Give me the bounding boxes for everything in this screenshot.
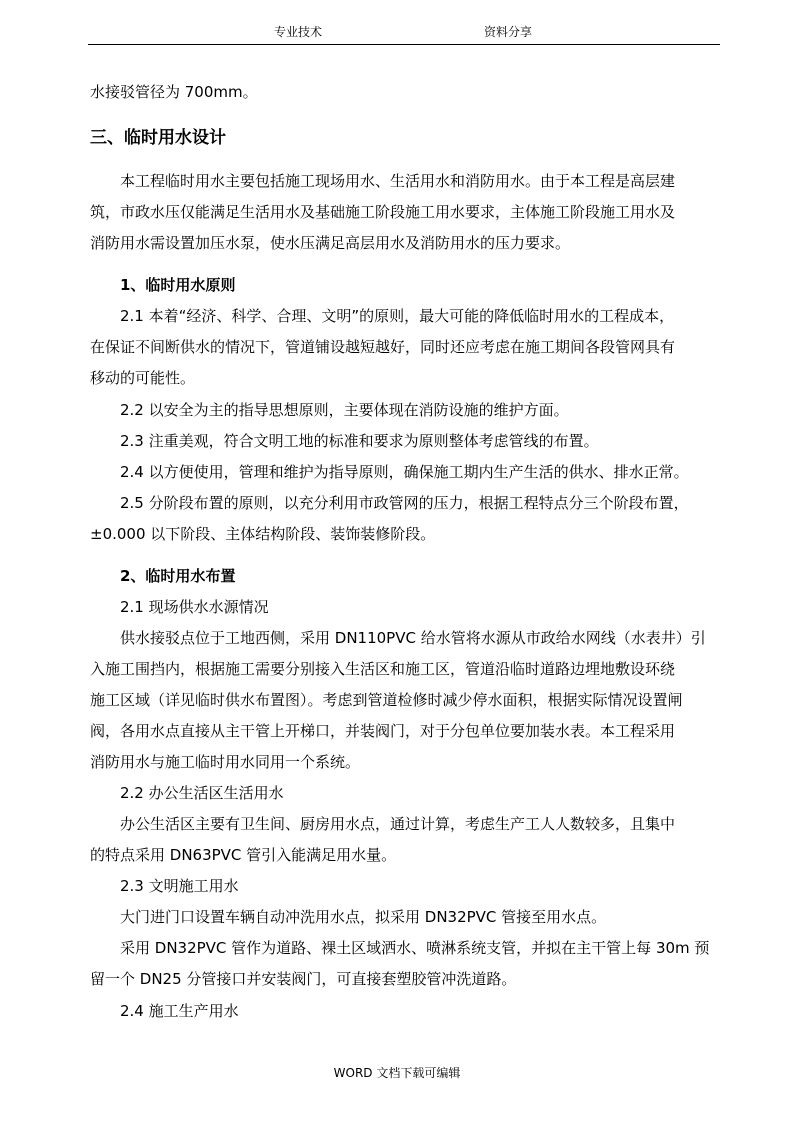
paragraph-line: 在保证不间断供水的情况下，管道铺设越短越好，同时还应考虑在施工期间各段管网具有 — [90, 338, 676, 356]
paragraph-line: 消防用水与施工临时用水同用一个系统。 — [90, 753, 361, 771]
page-footer: WORD 文档下载可编辑 — [333, 1066, 461, 1080]
paragraph-line: 2.1 本着“经济、科学、合理、文明”的原则，最大可能的降低临时用水的工程成本， — [120, 307, 675, 325]
paragraph-line: 2.3 文明施工用水 — [120, 877, 239, 895]
paragraph-line: 2.2 办公生活区生活用水 — [120, 784, 284, 802]
paragraph-line: 2.3 注重美观，符合文明工地的标准和要求为原则整体考虑管线的布置。 — [120, 432, 599, 450]
paragraph-line: 办公生活区主要有卫生间、厨房用水点，通过计算，考虑生产工人人数较多，且集中 — [120, 815, 676, 833]
header-left-text: 专业技术 — [274, 25, 323, 39]
paragraph-line: 采用 DN32PVC 管作为道路、裸土区域洒水、喷淋系统支管，并拟在主干管上每 30m 预 — [120, 939, 710, 957]
paragraph-line: 2.4 施工生产用水 — [120, 1002, 239, 1020]
paragraph-line: 大门进门口设置车辆自动冲洗用水点，拟采用 DN32PVC 管接至用水点。 — [120, 908, 607, 926]
paragraph-line: 本工程临时用水主要包括施工现场用水、生活用水和消防用水。由于本工程是高层建 — [120, 172, 676, 190]
header-right-text: 资料分享 — [484, 25, 533, 39]
paragraph-line: 消防用水需设置加压水泵，使水压满足高层用水及消防用水的压力要求。 — [90, 234, 571, 252]
paragraph-line: 留一个 DN25 分管接口并安装阀门，可直接套塑胶管冲洗道路。 — [90, 970, 517, 988]
paragraph-line: 2.4 以方便使用，管理和维护为指导原则，确保施工期内生产生活的供水、排水正常。 — [120, 463, 689, 481]
paragraph-line: 入施工围挡内，根据施工需要分别接入生活区和施工区，管道沿临时道路边埋地敷设环绕 — [90, 660, 676, 678]
paragraph-line: 2.5 分阶段布置的原则，以充分利用市政管网的压力，根据工程特点分三个阶段布置， — [120, 494, 689, 512]
paragraph-line: 水接驳管径为 700mm。 — [90, 83, 258, 101]
subsection-heading: 2、临时用水布置 — [120, 567, 236, 585]
paragraph-line: 2.2 以安全为主的指导思想原则，主要体现在消防设施的维护方面。 — [120, 401, 569, 419]
paragraph-line: 2.1 现场供水水源情况 — [120, 598, 269, 616]
paragraph-line: 施工区域（详见临时供水布置图）。考虑到管道检修时减少停水面积，根据实际情况设置闸 — [90, 691, 683, 709]
page-header — [88, 0, 720, 45]
paragraph-line: 移动的可能性。 — [90, 369, 196, 387]
paragraph-line: 筑，市政水压仅能满足生活用水及基础施工阶段施工用水要求，主体施工阶段施工用水及 — [90, 203, 676, 221]
section-heading: 三、临时用水设计 — [90, 128, 226, 148]
paragraph-line: 的特点采用 DN63PVC 管引入能满足用水量。 — [90, 846, 397, 864]
paragraph-line: 供水接驳点位于工地西侧，采用 DN110PVC 给水管将水源从市政给水网线（水表井）引 — [120, 629, 706, 647]
subsection-heading: 1、临时用水原则 — [120, 276, 236, 294]
paragraph-line: ±0.000 以下阶段、主体结构阶段、装饰装修阶段。 — [90, 525, 436, 543]
paragraph-line: 阀，各用水点直接从主干管上开梯口，并装阀门，对于分包单位要加装水表。本工程采用 — [90, 722, 676, 740]
